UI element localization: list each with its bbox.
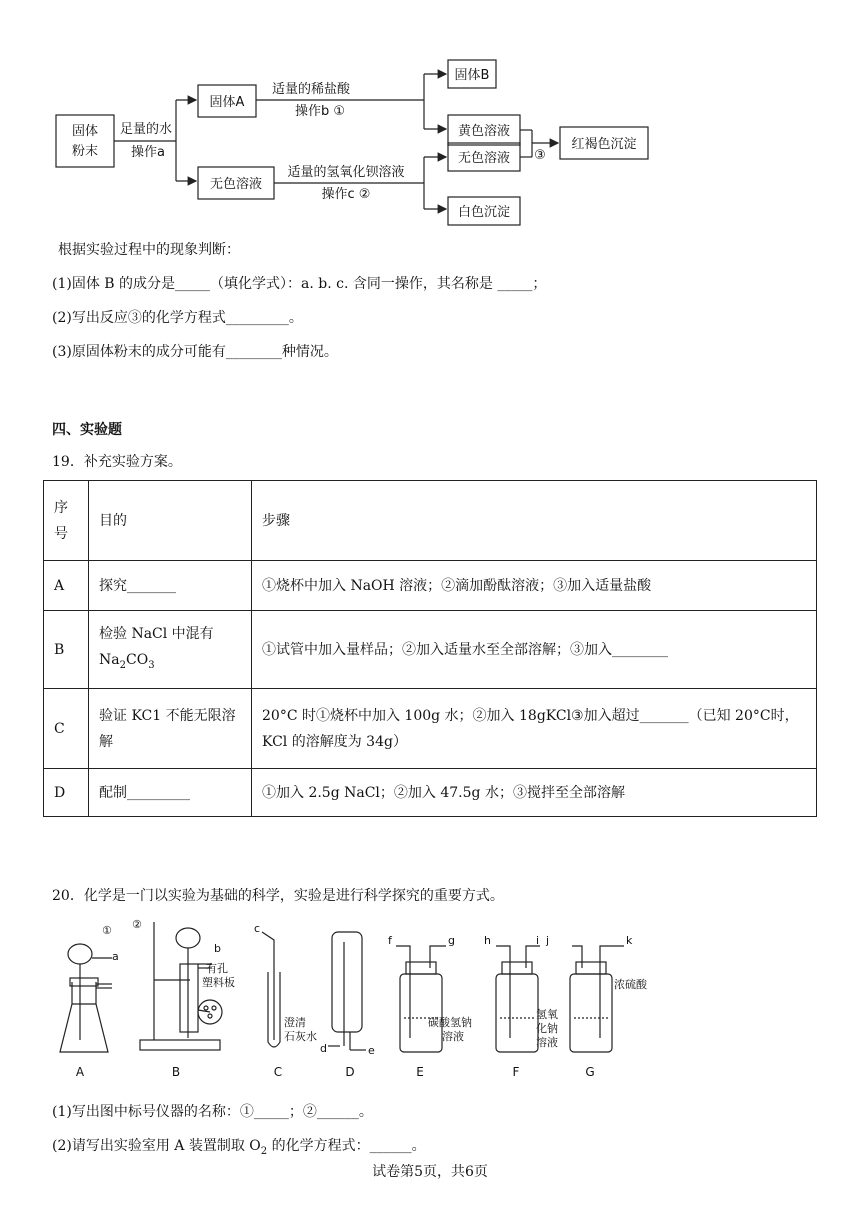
q20-part2-sub: 2 (260, 1145, 268, 1157)
label-f: f (388, 934, 392, 947)
colorless-solution-2-label: 无色溶液 (457, 151, 511, 166)
naoh-label-1: 氢氧 (536, 1008, 558, 1021)
row-steps: ①烧杯中加入 NaOH 溶液；②滴加酚酞溶液；③加入适量盐酸 (252, 561, 817, 611)
op-c-bottom: 操作c ② (321, 187, 371, 202)
naoh-label-2: 化钠 (536, 1022, 558, 1035)
section-title: 四、实验题 (52, 422, 122, 438)
start-label-2: 粉末 (71, 144, 99, 159)
header-purpose: 目的 (89, 481, 252, 561)
label-d: d (320, 1042, 327, 1055)
table-row (44, 769, 817, 817)
row-id: C (44, 689, 89, 769)
apparatus-figure (50, 912, 660, 1088)
solid-b-label: 固体B (454, 68, 490, 83)
row-purpose (89, 611, 252, 689)
porous-label-2: 塑料板 (202, 976, 235, 989)
op-a-bottom: 操作a (131, 145, 165, 160)
q20-intro: 20．化学是一门以实验为基础的科学，实验是进行科学探究的重要方式。 (52, 888, 504, 904)
q20-part2-pre: (2)请写出实验室用 A 装置制取 O (52, 1138, 261, 1154)
red-brown-precipitate-label: 红褐色沉淀 (571, 137, 637, 152)
row-id: D (44, 769, 89, 817)
op-c-top: 适量的氢氧化钡溶液 (287, 165, 405, 180)
row-id: A (44, 561, 89, 611)
caption-f: F (512, 1065, 520, 1079)
h2so4-label: 浓硫酸 (614, 978, 647, 991)
table-row (44, 561, 817, 611)
label-k: k (626, 934, 633, 947)
start-box (56, 115, 114, 167)
white-precipitate-label: 白色沉淀 (457, 205, 511, 220)
header-steps: 步骤 (252, 481, 817, 561)
row-steps: ①试管中加入量样品；②加入适量水至全部溶解；③加入________ (252, 611, 817, 689)
q18-part2: (2)写出反应③的化学方程式_________。 (52, 310, 303, 326)
nahco3-label-2: 溶液 (442, 1030, 464, 1043)
caption-d: D (345, 1065, 355, 1079)
solid-a-label: 固体A (209, 95, 245, 110)
q18-intro: 根据实验过程中的现象判断： (58, 242, 240, 258)
step3-label: ③ (534, 148, 546, 163)
nahco3-label-1: 碳酸氢钠 (428, 1016, 472, 1029)
row-purpose: 配制_________ (89, 769, 252, 817)
limewater-label-2: 石灰水 (284, 1030, 317, 1043)
purpose-line1: 检验 NaCl 中混有 (99, 625, 214, 642)
q19-title: 19．补充实验方案。 (52, 454, 182, 470)
row-purpose: 探究_______ (89, 561, 252, 611)
row-purpose: 验证 KC1 不能无限溶解 (89, 689, 252, 769)
q20-part2-post: 的化学方程式：______。 (267, 1138, 426, 1154)
flowchart (40, 55, 690, 235)
q20-part1: (1)写出图中标号仪器的名称：①_____；②______。 (52, 1104, 373, 1120)
porous-label-1: 有孔 (206, 962, 228, 975)
label-1: ① (102, 924, 112, 937)
label-b: b (214, 942, 221, 955)
formula-co: CO (125, 651, 149, 668)
q18-part1: (1)固体 B 的成分是_____（填化学式）：a. b. c. 含同一操作，其名称是 _____； (52, 276, 547, 292)
label-j: j (546, 934, 550, 947)
row-id: B (44, 611, 89, 689)
start-label-1: 固体 (71, 124, 99, 139)
label-2: ② (132, 918, 142, 931)
table-row (44, 689, 817, 769)
table-row (44, 611, 817, 689)
op-b-top: 适量的稀盐酸 (271, 82, 351, 97)
label-c: c (254, 922, 261, 935)
experiment-plan-table (43, 480, 817, 817)
caption-a: A (75, 1065, 85, 1079)
label-a: a (112, 950, 119, 963)
caption-c: C (273, 1065, 283, 1079)
q18-part3: (3)原固体粉末的成分可能有________种情况。 (52, 344, 338, 360)
label-g: g (448, 934, 455, 947)
naoh-label-3: 溶液 (536, 1036, 558, 1049)
formula-sub-3: 3 (148, 659, 155, 671)
caption-b: B (171, 1065, 181, 1079)
yellow-solution-label: 黄色溶液 (457, 124, 511, 139)
label-i: i (536, 934, 540, 947)
row-steps: 20°C 时①烧杯中加入 100g 水；②加入 18gKCl③加入超过_______（已知 20°C时，KCl 的溶解度为 34g） (252, 689, 817, 769)
caption-g: G (585, 1065, 595, 1079)
formula-na: Na (99, 651, 120, 668)
label-h: h (484, 934, 491, 947)
op-b-bottom: 操作b ① (294, 104, 346, 119)
page-footer: 试卷第5页，共6页 (372, 1164, 488, 1180)
table-header-row (44, 481, 817, 561)
op-a-top: 足量的水 (119, 122, 173, 137)
header-id: 序号 (44, 481, 89, 561)
formula-sub-2: 2 (119, 659, 126, 671)
limewater-label-1: 澄清 (284, 1016, 306, 1029)
caption-e: E (416, 1065, 424, 1079)
q20-part2 (52, 1136, 426, 1162)
label-e: e (368, 1044, 375, 1057)
colorless-solution-label: 无色溶液 (209, 177, 263, 192)
row-steps: ①加入 2.5g NaCl；②加入 47.5g 水；③搅拌至全部溶解 (252, 769, 817, 817)
